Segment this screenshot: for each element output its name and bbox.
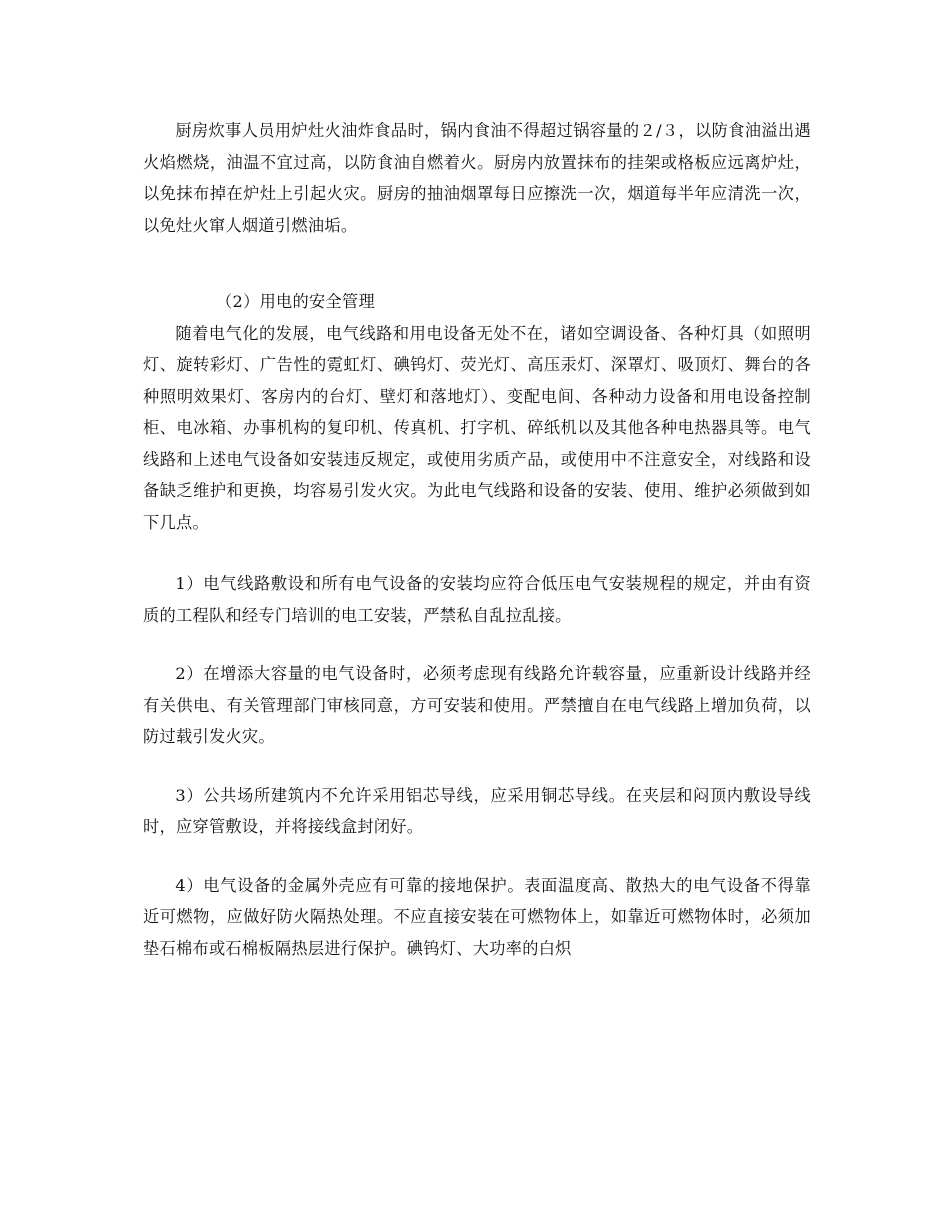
list-item-wiring-installation: 1）电气线路敷设和所有电气设备的安装均应符合低压电气安装规程的规定，并由有资质的工程队和经专门培训的电工安装，严禁私自乱拉乱接。 [143,574,811,625]
list-item-grounding-protection: 4）电气设备的金属外壳应有可靠的接地保护。表面温度高、散热大的电气设备不得靠近可燃物，应做好防火隔热处理。不应直接安装在可燃物体上，如靠近可燃物体时，必须加垫石棉布或石棉板隔热层进行保护。碘钨灯、大功率的白炽 [143,875,811,958]
document-body [143,115,811,964]
list-item-copper-wire: 3）公共场所建筑内不允许采用铝芯导线，应采用铜芯导线。在夹层和闷顶内敷设导线时，应穿管敷设，并将接线盒封闭好。 [143,785,811,836]
section-heading-electrical-safety: （2）用电的安全管理 [216,292,375,311]
list-item-high-capacity-equipment: 2）在增添大容量的电气设备时，必须考虑现有线路允许载容量，应重新设计线路并经有关供电、有关管理部门审核同意，方可安装和使用。严禁擅自在电气线路上增加负荷，以防过载引发火灾。 [143,664,811,746]
paragraph-electrical-overview: 随着电气化的发展，电气线路和用电设备无处不在，诸如空调设备、各种灯具（如照明灯、旋转彩灯、广告性的霓虹灯、碘钨灯、荧光灯、高压汞灯、深罩灯、吸顶灯、舞台的各种照明效果灯、客房内的台灯、壁灯和落地灯）、变配电间、各种动力设备和用电设备控制柜、电冰箱、办事机构的复印机、传真机、打字机、碎纸机以及其他各种电热器具等。电气线路和上述电气设备如安装违反规定，或使用劣质产品，或使用中不注意安全，对线路和设备缺乏维护和更换，均容易引发火灾。为此电气线路和设备的安装、使用、维护必须做到如下几点。 [143,323,811,532]
paragraph-kitchen-oil-safety: 厨房炊事人员用炉灶火油炸食品时，锅内食油不得超过锅容量的２/３，以防食油溢出遇火焰燃烧，油温不宜过高，以防食油自燃着火。厨房内放置抹布的挂架或格板应远离炉灶，以免抹布掉在炉灶上引起火灾。厨房的抽油烟罩每日应擦洗一次，烟道每半年应清洗一次，以免灶火窜人烟道引燃油垢。 [143,121,811,235]
